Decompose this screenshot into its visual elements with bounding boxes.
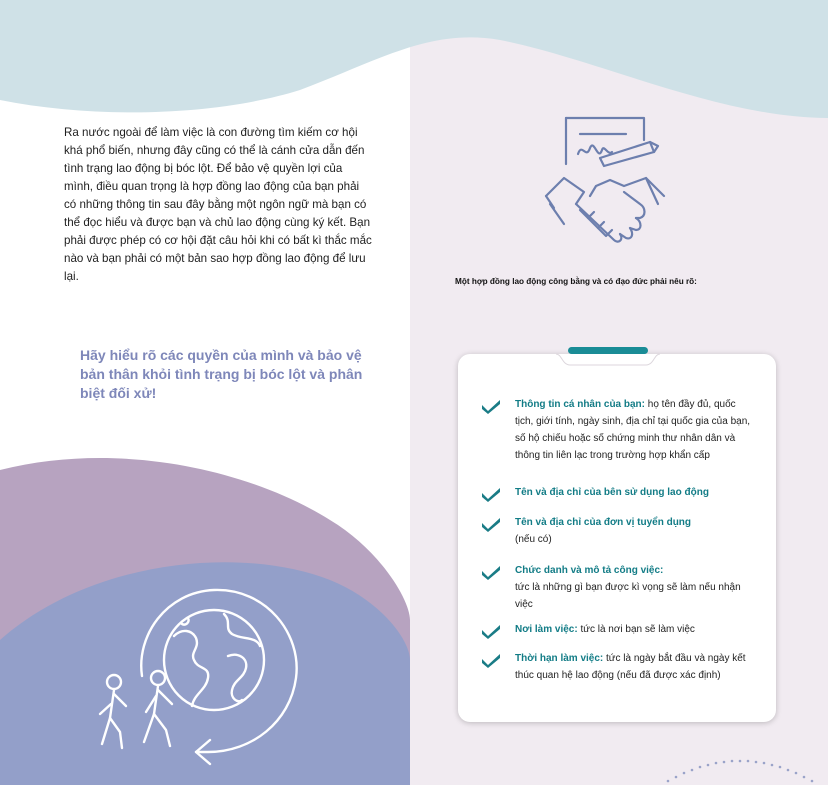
checklist-head: Tên và địa chỉ của đơn vị tuyển dụng [515, 517, 692, 528]
checklist-head: Nơi làm việc: [515, 624, 578, 635]
checklist-body: tức là ngày bắt đầu và ngày kết thúc quan hệ lao động (nếu đã được xác định) [515, 653, 746, 681]
checklist-body: họ tên đầy đủ, quốc tịch, giới tính, ngày sinh, địa chỉ tại quốc gia của bạn, số hộ chiếu hoặc số chứng minh thư nhân dân và thông tin liên lạc trong trường hợp khẩn cấp [515, 399, 751, 461]
check-icon [480, 516, 502, 532]
checklist-item-employer [484, 484, 752, 501]
card-tab-notch [556, 343, 660, 367]
check-icon [480, 623, 502, 639]
check-icon [480, 398, 502, 414]
checklist-body: tức là những gì bạn được kì vọng sẽ làm nếu nhận việc [515, 582, 741, 610]
globe-migration-icon [96, 586, 306, 766]
rights-tagline: Hãy hiểu rõ các quyền của mình và bảo vệ bản thân khỏi tình trạng bị bóc lột và phân biệt đối xử! [80, 347, 363, 401]
check-icon [480, 652, 502, 668]
checklist-body: (nếu có) [515, 534, 552, 545]
checklist-item-workplace [484, 621, 752, 638]
check-icon [480, 486, 502, 502]
checklist-head: Chức danh và mô tả công việc: [515, 565, 664, 576]
checklist-body: tức là nơi bạn sẽ làm việc [577, 624, 695, 635]
contract-caption: Một hợp đồng lao động công bằng và có đạo đức phải nêu rõ: [455, 277, 697, 286]
checklist-head: Thời hạn làm việc: [515, 653, 604, 664]
contract-checklist-card [458, 354, 776, 722]
checklist-head: Tên và địa chỉ của bên sử dụng lao động [515, 487, 709, 498]
checklist-item-duration [484, 650, 752, 684]
checklist-item-job-title [484, 562, 752, 613]
handshake-contract-icon [540, 112, 670, 262]
checklist-item-recruiter [484, 514, 752, 548]
checklist-head: Thông tin cá nhân của bạn: [515, 399, 645, 410]
check-icon [480, 564, 502, 580]
checklist-item-personal-info [484, 396, 752, 464]
intro-paragraph: Ra nước ngoài để làm việc là con đường tìm kiếm cơ hội khá phổ biến, nhưng đây cũng có thể là cánh cửa dẫn đến tình trạng lao động bị bóc lột. Để bảo vệ quyền lợi của mình, điều quan trọng là hợp đồng lao động của bạn phải có những thông tin sau đây bằng một ngôn ngữ mà bạn có thể đọc hiểu và được bạn và chủ lao động cùng ký kết. Bạn phải được phép có cơ hội đặt câu hỏi khi có bất kì thắc mắc nào và bạn phải có một bản sao hợp đồng lao động để lưu lại. [64, 126, 372, 283]
